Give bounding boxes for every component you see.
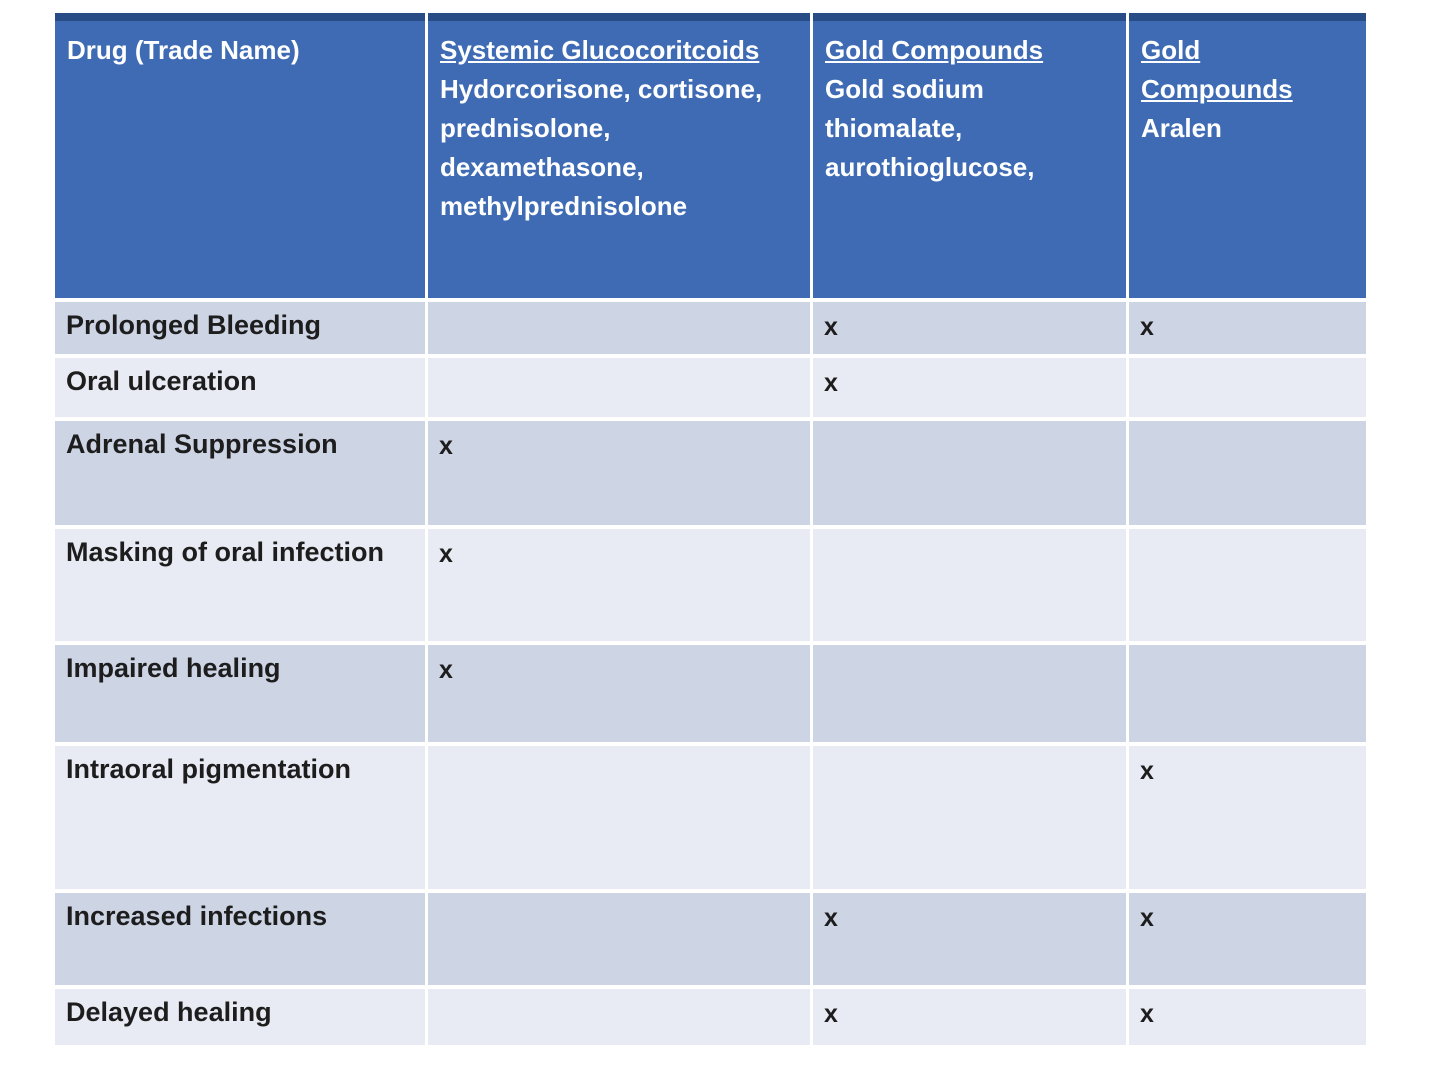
- mark-cell: x: [1129, 989, 1366, 1045]
- header-line: dexamethasone,: [440, 152, 644, 182]
- header-line: methylprednisolone: [440, 191, 688, 221]
- mark-cell: x: [428, 529, 810, 641]
- table-row: [55, 989, 1366, 1045]
- table-row: [55, 746, 1366, 889]
- header-line: Aralen: [1141, 113, 1222, 143]
- mark-cell: [1129, 421, 1366, 525]
- table-row: [55, 645, 1366, 742]
- table-row: [55, 893, 1366, 985]
- mark-cell: x: [428, 421, 810, 525]
- mark-cell: [428, 989, 810, 1045]
- table-row: [55, 302, 1366, 354]
- mark-cell: [428, 358, 810, 417]
- header-title: Gold Compounds: [825, 35, 1044, 65]
- table-row: [55, 529, 1366, 641]
- mark-cell: [1129, 529, 1366, 641]
- mark-cell: [428, 302, 810, 354]
- row-label: Oral ulceration: [55, 358, 425, 417]
- mark-cell: x: [1129, 302, 1366, 354]
- table-header-row: [55, 13, 1366, 298]
- row-label: Increased infections: [55, 893, 425, 985]
- mark-cell: [813, 529, 1126, 641]
- mark-cell: x: [1129, 746, 1366, 889]
- table-row: [55, 358, 1366, 417]
- mark-cell: x: [813, 358, 1126, 417]
- header-cell-gold-compounds-aralen: [1129, 13, 1366, 298]
- header-cell-gold-compounds-injectable: [813, 13, 1126, 298]
- mark-cell: [813, 645, 1126, 742]
- header-line: Gold sodium: [825, 74, 984, 104]
- header-cell-systemic-glucocorticoids: [428, 13, 810, 298]
- mark-cell: x: [428, 645, 810, 742]
- mark-cell: x: [813, 989, 1126, 1045]
- mark-cell: [1129, 645, 1366, 742]
- header-title: Drug (Trade Name): [67, 35, 300, 65]
- table-row: [55, 421, 1366, 525]
- mark-cell: [813, 421, 1126, 525]
- mark-cell: x: [1129, 893, 1366, 985]
- row-label: Intraoral pigmentation: [55, 746, 425, 889]
- mark-cell: x: [813, 893, 1126, 985]
- mark-cell: [813, 746, 1126, 889]
- mark-cell: [1129, 358, 1366, 417]
- mark-cell: [428, 746, 810, 889]
- header-line: aurothioglucose,: [825, 152, 1035, 182]
- row-label: Prolonged Bleeding: [55, 302, 425, 354]
- header-line: thiomalate,: [825, 113, 963, 143]
- row-label: Delayed healing: [55, 989, 425, 1045]
- header-line: Hydorcorisone, cortisone,: [440, 74, 763, 104]
- drug-side-effects-table: [55, 13, 1366, 1045]
- mark-cell: [428, 893, 810, 985]
- row-label: Adrenal Suppression: [55, 421, 425, 525]
- header-cell-drug-name: [55, 13, 425, 298]
- header-line: prednisolone,: [440, 113, 611, 143]
- row-label: Masking of oral infection: [55, 529, 425, 641]
- header-title: Gold Compounds: [1141, 35, 1293, 104]
- row-label: Impaired healing: [55, 645, 425, 742]
- mark-cell: x: [813, 302, 1126, 354]
- header-title: Systemic Glucocoritcoids: [440, 35, 760, 65]
